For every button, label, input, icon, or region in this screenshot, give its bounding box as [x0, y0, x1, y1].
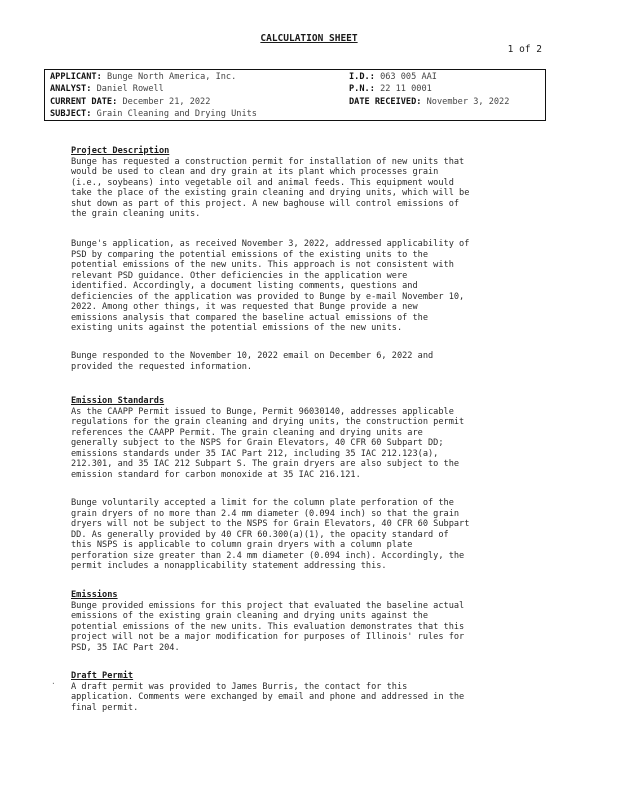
- current-date-row: [50, 97, 210, 107]
- date-received-row: [349, 97, 509, 107]
- applicant-row: [50, 72, 236, 82]
- project-paragraph-2: Bunge's application, as received November 3, 2022, addressed applicability of PSD by comparing the potential emissions of the existing units to the potential emissions of the new units. This approach is not consistent with relevant PSD guidance. Other deficiencies in the application were identified. Accordingly, a document listing comments, questions and deficiencies of the application was provided to Bunge by e-mail November 10, 2022. Among other things, it was requested that Bunge provide a new emissions analysis that compared the baseline actual emissions of the existing units against the potential emissions of the new units.: [71, 239, 470, 333]
- page-title: CALCULATION SHEET: [260, 33, 358, 44]
- analyst-value: Daniel Rowell: [96, 84, 164, 94]
- standards-paragraph-2: Bunge voluntarily accepted a limit for the column plate perforation of the grain dryers of no more than 2.4 mm diameter (0.094 inch) so that the grain dryers will not be subject to the NSPS for Grain Elevators, 40 CFR 60 Subpart DD. As generally provided by 40 CFR 60.300(a)(1), the opacity standard of this NSPS is applicable to column grain dryers with a column plate perforation size greater than 2.4 mm diameter (0.094 inch). Accordingly, the permit includes a nonapplicability statement addressing this.: [71, 498, 470, 571]
- date-received-value: November 3, 2022: [426, 97, 510, 107]
- date-received-label: DATE RECEIVED:: [349, 97, 422, 107]
- emissions-section: [71, 590, 551, 653]
- project-paragraph-1: Bunge has requested a construction permit for installation of new units that would be used to clean and dry grain at its plant which processes grain (i.e., soybeans) into vegetable oil and animal feeds. This equipment would take the place of the existing grain cleaning and drying units, which will be shut down as part of this project. A new baghouse will control emissions of the grain cleaning units.: [71, 156, 470, 219]
- subject-value: Grain Cleaning and Drying Units: [96, 109, 257, 119]
- analyst-row: [50, 84, 164, 94]
- margin-mark: ·: [51, 679, 56, 688]
- project-description-section-2: [71, 239, 551, 334]
- emission-standards-section: [71, 396, 551, 480]
- emission-standards-heading: Emission Standards: [71, 396, 165, 406]
- standards-paragraph-1: As the CAAPP Permit issued to Bunge, Permit 96030140, addresses applicable regulations for the grain cleaning and drying units, the construction permit references the CAAPP Permit. The grain cleaning and drying units are generally subject to the NSPS for Grain Elevators, 40 CFR 60 Subpart DD; emissions standards under 35 IAC Part 212, including 35 IAC 212.123(a), 212.301, and 35 IAC 212 Subpart S. The grain dryers are also subject to the emission standard for carbon monoxide at 35 IAC 216.121.: [71, 406, 465, 480]
- project-paragraph-3: Bunge responded to the November 10, 2022 email on December 6, 2022 and provided the requested information.: [71, 351, 434, 372]
- applicant-value: Bunge North America, Inc.: [106, 72, 237, 82]
- emission-standards-section-2: [71, 498, 551, 572]
- id-label: I.D.:: [349, 72, 375, 82]
- emissions-heading: Emissions: [71, 590, 118, 600]
- draft-permit-heading: Draft Permit: [71, 671, 134, 681]
- emissions-paragraph-1: Bunge provided emissions for this project that evaluated the baseline actual emissions of the existing grain cleaning and drying units against the potential emissions of the new units. This evaluation demonstrates that this project will not be a major modification for purposes of Illinois' rules for PSD, 35 IAC Part 204.: [71, 600, 465, 653]
- subject-label: SUBJECT:: [50, 109, 92, 119]
- page-number: 1 of 2: [507, 44, 542, 55]
- current-date-value: December 21, 2022: [122, 97, 211, 107]
- pn-label: P.N.:: [349, 84, 375, 94]
- draft-paragraph-1: A draft permit was provided to James Burris, the contact for this application. Comments were exchanged by email and phone and addressed in the final permit.: [71, 681, 465, 713]
- project-description-section: [71, 146, 551, 220]
- subject-row: [50, 109, 257, 119]
- applicant-label: APPLICANT:: [50, 72, 102, 82]
- project-description-heading: Project Description: [71, 146, 170, 156]
- current-date-label: CURRENT DATE:: [50, 97, 118, 107]
- info-box: [44, 69, 546, 121]
- pn-value: 22 11 0001: [380, 84, 432, 94]
- id-row: [349, 72, 437, 82]
- project-description-section-3: [71, 351, 551, 372]
- analyst-label: ANALYST:: [50, 84, 92, 94]
- pn-row: [349, 84, 432, 94]
- draft-permit-section: [71, 671, 551, 713]
- id-value: 063 005 AAI: [380, 72, 437, 82]
